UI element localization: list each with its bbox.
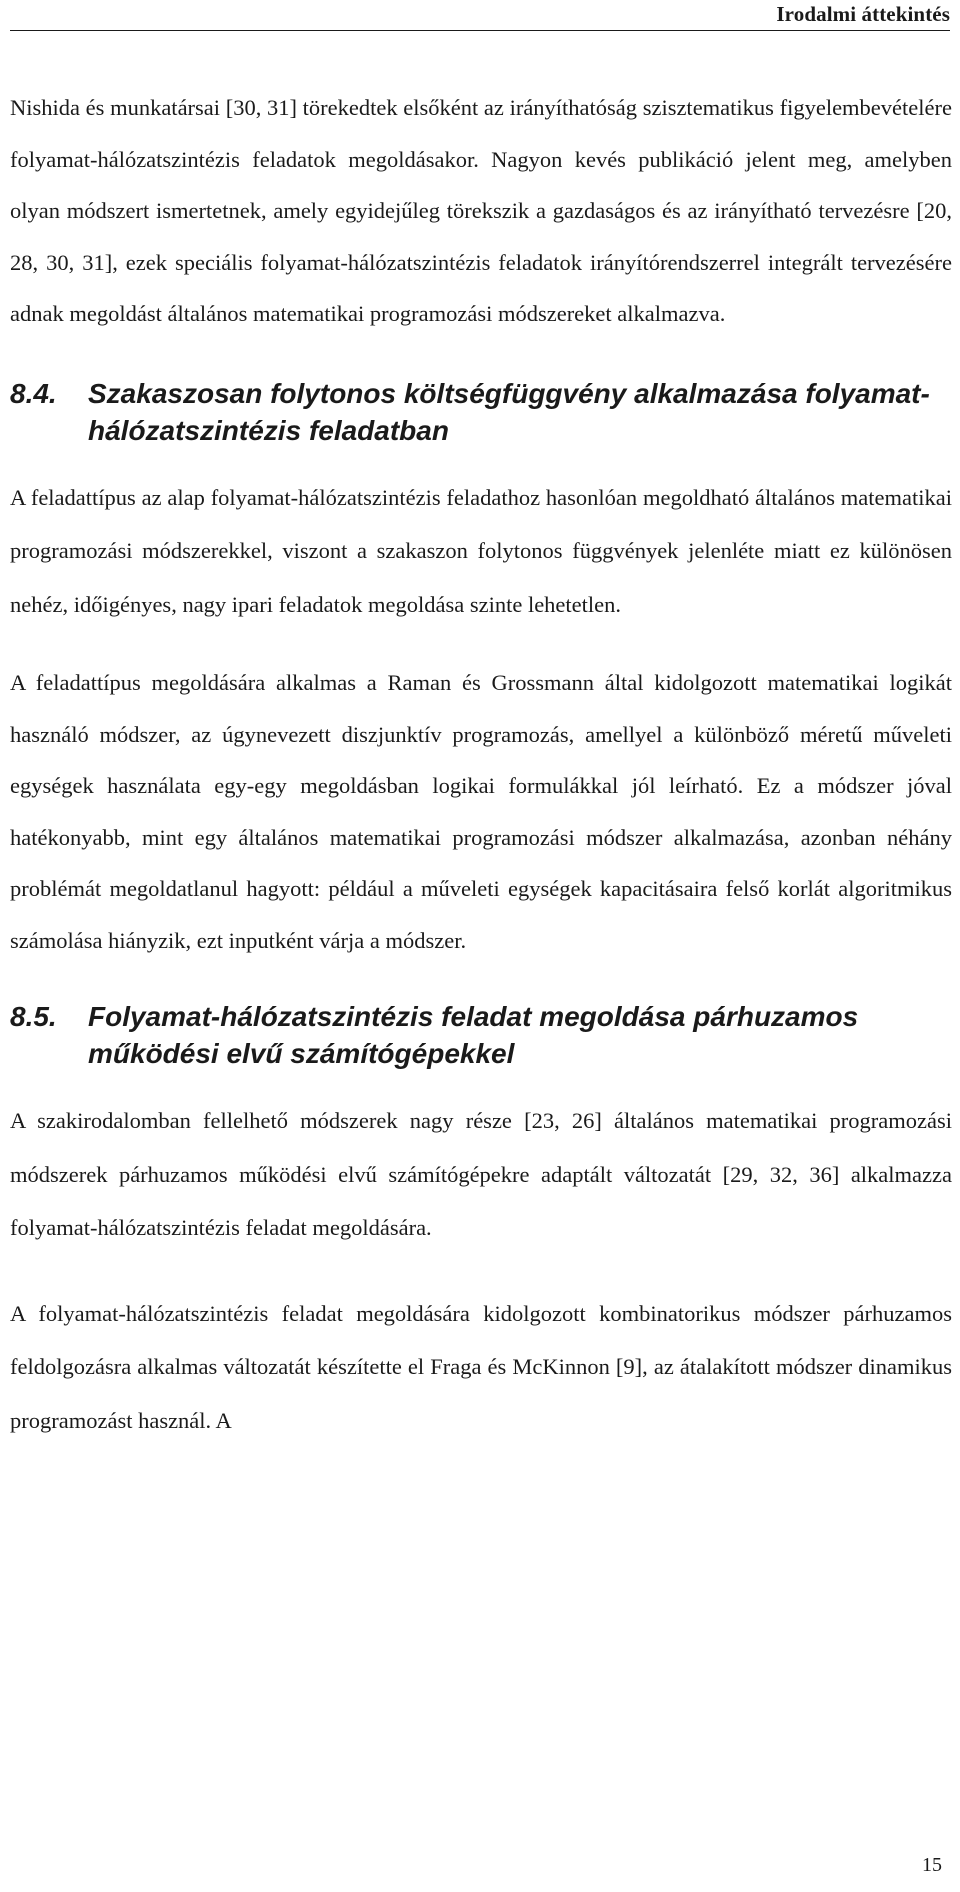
section-title: Szakaszosan folytonos költségfüggvény alkalmazása folyamat-hálózatszintézis feladatban [88, 377, 930, 446]
section-number: 8.4. [10, 377, 57, 409]
section-8-4-paragraph-1: A feladattípus az alap folyamat-hálózatszintézis feladathoz hasonlóan megoldható általános matematikai programozási módszerekkel, viszont a szakaszon folytonos függvények jelenléte miatt ez különösen nehéz, időigényes, nagy ipari feladatok megoldása szinte lehetetlen. [10, 484, 952, 617]
intro-paragraph: Nishida és munkatársai [30, 31] törekedtek elsőként az irányíthatóság szisztematikus figyelembevételére folyamat-hálózatszintézis feladatok megoldásakor. Nagyon kevés publikáció jelent meg, amelyben olyan módszert ismertetnek, amely egyidejűleg törekszik a gazdaságos és az irányítható tervezésre [20, 28, 30, 31], ezek speciális folyamat-hálózatszintézis feladatok irányítórendszerrel integrált tervezésére adnak megoldást általános matematikai programozási módszereket alkalmazva. [10, 95, 952, 326]
header-rule [10, 30, 950, 31]
section-number: 8.5. [10, 1001, 57, 1032]
page-body [10, 82, 952, 1473]
section-8-5-paragraph-1: A szakirodalomban fellelhető módszerek nagy része [23, 26] általános matematikai programozási módszerek párhuzamos működési elvű számítógépekre adaptált változatát [29, 32, 36] alkalmazza folyamat-hálózatszintézis feladat megoldására. [10, 1108, 952, 1240]
section-heading-8-5 [10, 998, 952, 1072]
section-8-4-paragraph-2: A feladattípus megoldására alkalmas a Raman és Grossmann által kidolgozott matematikai logikát használó módszer, az úgynevezett diszjunktív programozás, amellyel a különböző méretű műveleti egységek használata egy-egy megoldásban logikai formulákkal jól leírható. Ez a módszer jóval hatékonyabb, mint egy általános matematikai programozási módszer alkalmazása, azonban néhány problémát megoldatlanul hagyott: például a műveleti egységek kapacitásaira felső korlát algoritmikus számolása hiányzik, ezt inputként várja a módszer. [10, 670, 952, 953]
section-title: Folyamat-hálózatszintézis feladat megoldása párhuzamos működési elvű számítógépekkel [88, 1001, 859, 1069]
section-8-5-paragraph-2: A folyamat-hálózatszintézis feladat megoldására kidolgozott kombinatorikus módszer párhuzamos feldolgozásra alkalmas változatát készítette el Fraga és McKinnon [9], az átalakított módszer dinamikus programozást használ. A [10, 1300, 952, 1433]
section-heading-8-4 [10, 375, 952, 449]
page-number: 15 [922, 1854, 942, 1876]
running-header: Irodalmi áttekintés [776, 2, 950, 26]
